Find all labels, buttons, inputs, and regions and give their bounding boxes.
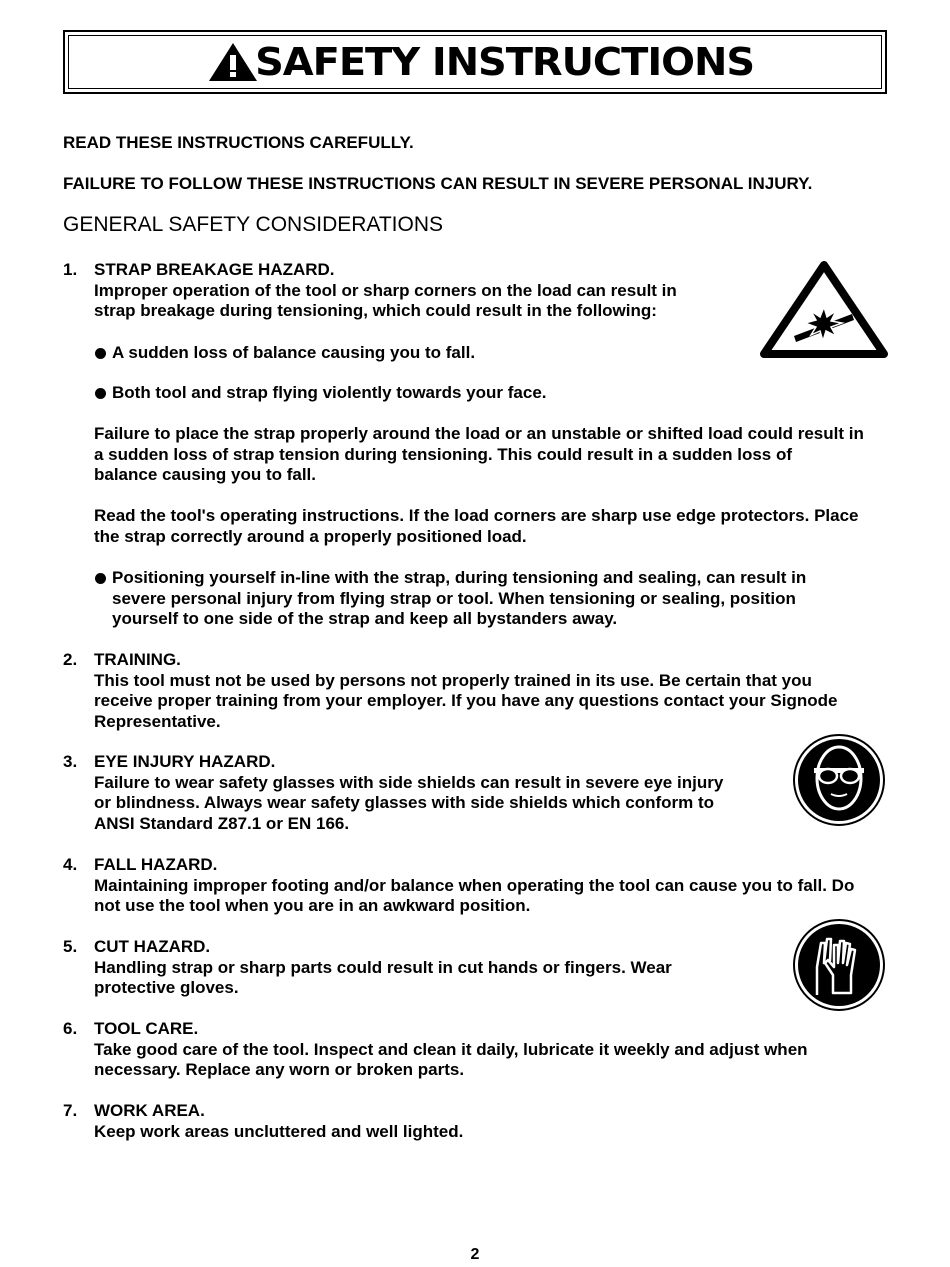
item-number: 3. xyxy=(63,752,78,771)
item-title: TRAINING. xyxy=(94,650,181,669)
paragraph-line: a sudden loss of strap tension during tensioning. This could result in a sudden loss of xyxy=(94,444,793,464)
item-body xyxy=(94,1019,808,1081)
item-text-line: strap breakage during tensioning, which could result in the following: xyxy=(94,301,657,320)
item-text-line: protective gloves. xyxy=(94,978,239,997)
item-body xyxy=(94,650,837,732)
item-number: 1. xyxy=(63,260,78,279)
bullet-text-line: yourself to one side of the strap and keep all bystanders away. xyxy=(112,609,618,628)
bullet-text-line: Positioning yourself in-line with the strap, during tensioning and sealing, can result in xyxy=(112,568,807,587)
item-text-line: or blindness. Always wear safety glasses with side shields which conform to xyxy=(94,793,715,812)
item-body xyxy=(94,937,672,999)
item-text-line: Failure to wear safety glasses with side shields can result in severe eye injury xyxy=(94,772,724,792)
item-number: 5. xyxy=(63,937,78,956)
item-title: STRAP BREAKAGE HAZARD. xyxy=(94,260,335,279)
item-title: FALL HAZARD. xyxy=(94,855,218,874)
bullet-text: A sudden loss of balance causing you to fall. xyxy=(112,343,476,362)
item-number: 4. xyxy=(63,855,78,874)
item-text-line: This tool must not be used by persons not properly trained in its use. Be certain that you xyxy=(94,670,812,690)
item-title: CUT HAZARD. xyxy=(94,937,211,956)
paragraph-line: balance causing you to fall. xyxy=(94,465,316,484)
intro-line-2: FAILURE TO FOLLOW THESE INSTRUCTIONS CAN RESULT IN SEVERE PERSONAL INJURY. xyxy=(63,174,813,193)
item-body xyxy=(94,260,677,322)
item-text-line: Representative. xyxy=(94,711,221,731)
warning-triangle-icon xyxy=(207,41,259,83)
title-inner xyxy=(68,35,882,89)
page-title: SAFETY INSTRUCTIONS xyxy=(255,40,755,84)
bullet-text xyxy=(112,568,806,630)
item-text-line: Take good care of the tool. Inspect and clean it daily, lubricate it weekly and adjust when xyxy=(94,1039,808,1059)
item-title: TOOL CARE. xyxy=(94,1019,199,1038)
item-body xyxy=(94,752,723,834)
item-title: EYE INJURY HAZARD. xyxy=(94,752,276,771)
item-body xyxy=(94,1101,463,1142)
item-text-line: not use the tool when you are in an awkward position. xyxy=(94,896,531,915)
item-number: 2. xyxy=(63,650,78,669)
item-text-line: Improper operation of the tool or sharp corners on the load can result in xyxy=(94,280,677,300)
safety-glasses-icon xyxy=(793,734,885,826)
paragraph-line: Failure to place the strap properly around the load or an unstable or shifted load could result in xyxy=(94,424,864,443)
item-body xyxy=(94,855,854,917)
intro-line-1: READ THESE INSTRUCTIONS CAREFULLY. xyxy=(63,133,414,152)
protective-gloves-icon xyxy=(793,919,885,1011)
item-text-line: receive proper training from your employer. If you have any questions contact your Signode xyxy=(94,691,838,710)
item-text-line: Handling strap or sharp parts could result in cut hands or fingers. Wear xyxy=(94,957,672,977)
item-text-line: Keep work areas uncluttered and well lighted. xyxy=(94,1121,464,1141)
title-box xyxy=(63,30,887,94)
item-title: WORK AREA. xyxy=(94,1101,205,1120)
item-text-line: Maintaining improper footing and/or balance when operating the tool can cause you to fall. Do xyxy=(94,875,855,895)
item-text-line: ANSI Standard Z87.1 or EN 166. xyxy=(94,813,350,833)
item-text-line: necessary. Replace any worn or broken parts. xyxy=(94,1060,465,1079)
item-number: 6. xyxy=(63,1019,78,1038)
bullet-dot xyxy=(95,388,106,399)
paragraph-block xyxy=(94,506,859,547)
bullet-dot xyxy=(95,348,106,359)
page-number: 2 xyxy=(470,1246,480,1263)
item-number: 7. xyxy=(63,1101,78,1120)
bullet-text-line: severe personal injury from flying strap or tool. When tensioning or sealing, position xyxy=(112,588,796,608)
bullet-dot xyxy=(95,573,106,584)
paragraph-block xyxy=(94,424,864,486)
paragraph-line: Read the tool's operating instructions. If the load corners are sharp use edge protectors. Place xyxy=(94,506,859,525)
strap-breakage-warning-icon xyxy=(760,261,888,358)
section-heading: GENERAL SAFETY CONSIDERATIONS xyxy=(63,213,444,236)
bullet-text: Both tool and strap flying violently towards your face. xyxy=(112,383,547,402)
paragraph-line: the strap correctly around a properly positioned load. xyxy=(94,526,527,546)
